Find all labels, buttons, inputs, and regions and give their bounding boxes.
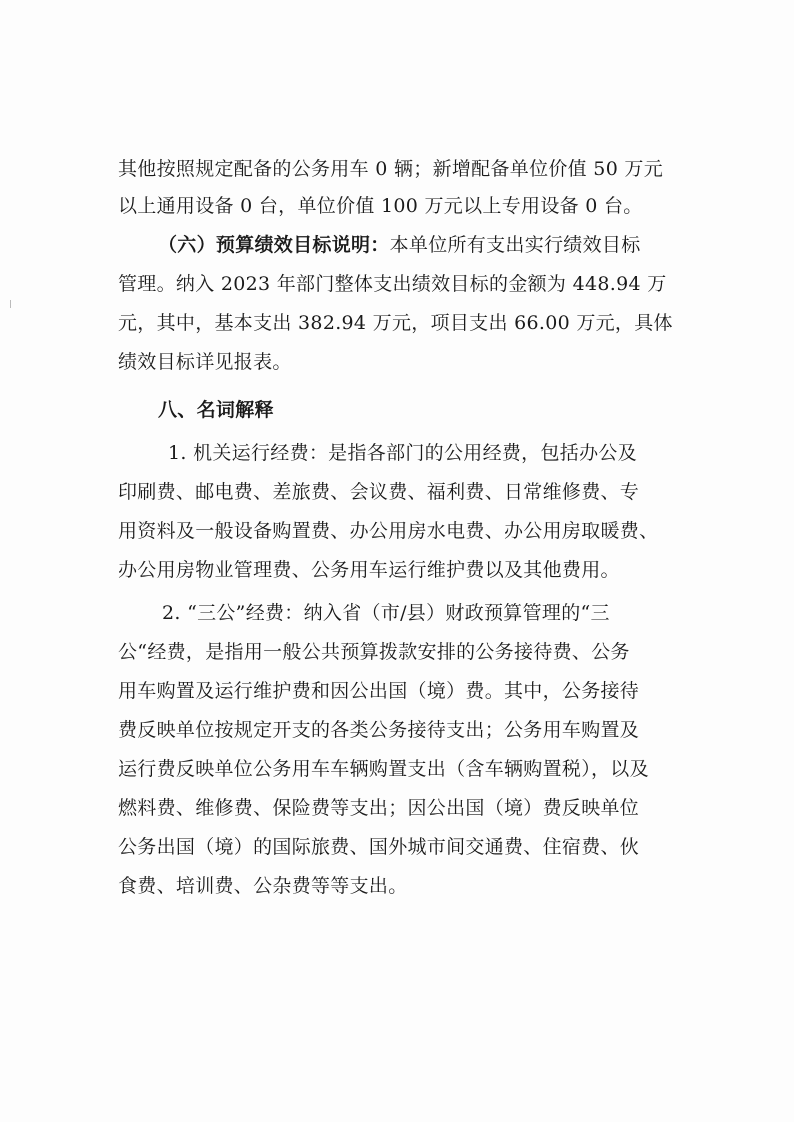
text-line-19: 食费、培训费、公杂费等等支出。 [118,875,408,897]
text-line-16: 运行费反映单位公务用车车辆购置支出（含车辆购置税），以及 [118,758,649,780]
text-line-9: 印刷费、邮电费、差旅费、会议费、福利费、日常维修费、专 [118,481,640,503]
text-line-4: 管理。纳入 2023 年部门整体支出绩效目标的金额为 448.94 万 [118,273,667,295]
text-line-2: 以上通用设备 0 台，单位价值 100 万元以上专用设备 0 台。 [118,195,643,217]
text-line-14: 用车购置及运行维护费和因公出国（境）费。其中，公务接待 [118,680,640,702]
margin-mark [10,300,11,308]
text-line-8: 1. 机关运行经费：是指各部门的公用经费，包括办公及 [168,442,637,464]
text-line-6: 绩效目标详见报表。 [118,351,292,373]
text-line-13: 公“经费，是指用一般公共预算拨款安排的公务接待费、公务 [118,641,630,663]
text-line-5: 元，其中，基本支出 382.94 万元，项目支出 66.00 万元，具体 [118,312,673,334]
text-line-11: 办公用房物业管理费、公务用车运行维护费以及其他费用。 [118,559,620,581]
text-line-1: 其他按照规定配备的公务用车 0 辆；新增配备单位价值 50 万元 [118,158,664,180]
text-line-17: 燃料费、维修费、保险费等支出；因公出国（境）费反映单位 [118,797,640,819]
section-6-paragraph [158,232,641,258]
text-line-18: 公务出国（境）的国际旅费、国外城市间交通费、住宿费、伙 [118,836,640,858]
section-6-text: 本单位所有支出实行绩效目标 [389,234,641,256]
text-line-15: 费反映单位按规定开支的各类公务接待支出；公务用车购置及 [118,719,640,741]
section-6-heading: （六）预算绩效目标说明： [158,234,390,256]
section-8-heading: 八、名词解释 [158,399,274,421]
text-line-10: 用资料及一般设备购置费、办公用房水电费、办公用房取暖费、 [118,520,659,542]
text-line-12: 2. “三公”经费：纳入省（市/县）财政预算管理的“三 [162,602,610,624]
